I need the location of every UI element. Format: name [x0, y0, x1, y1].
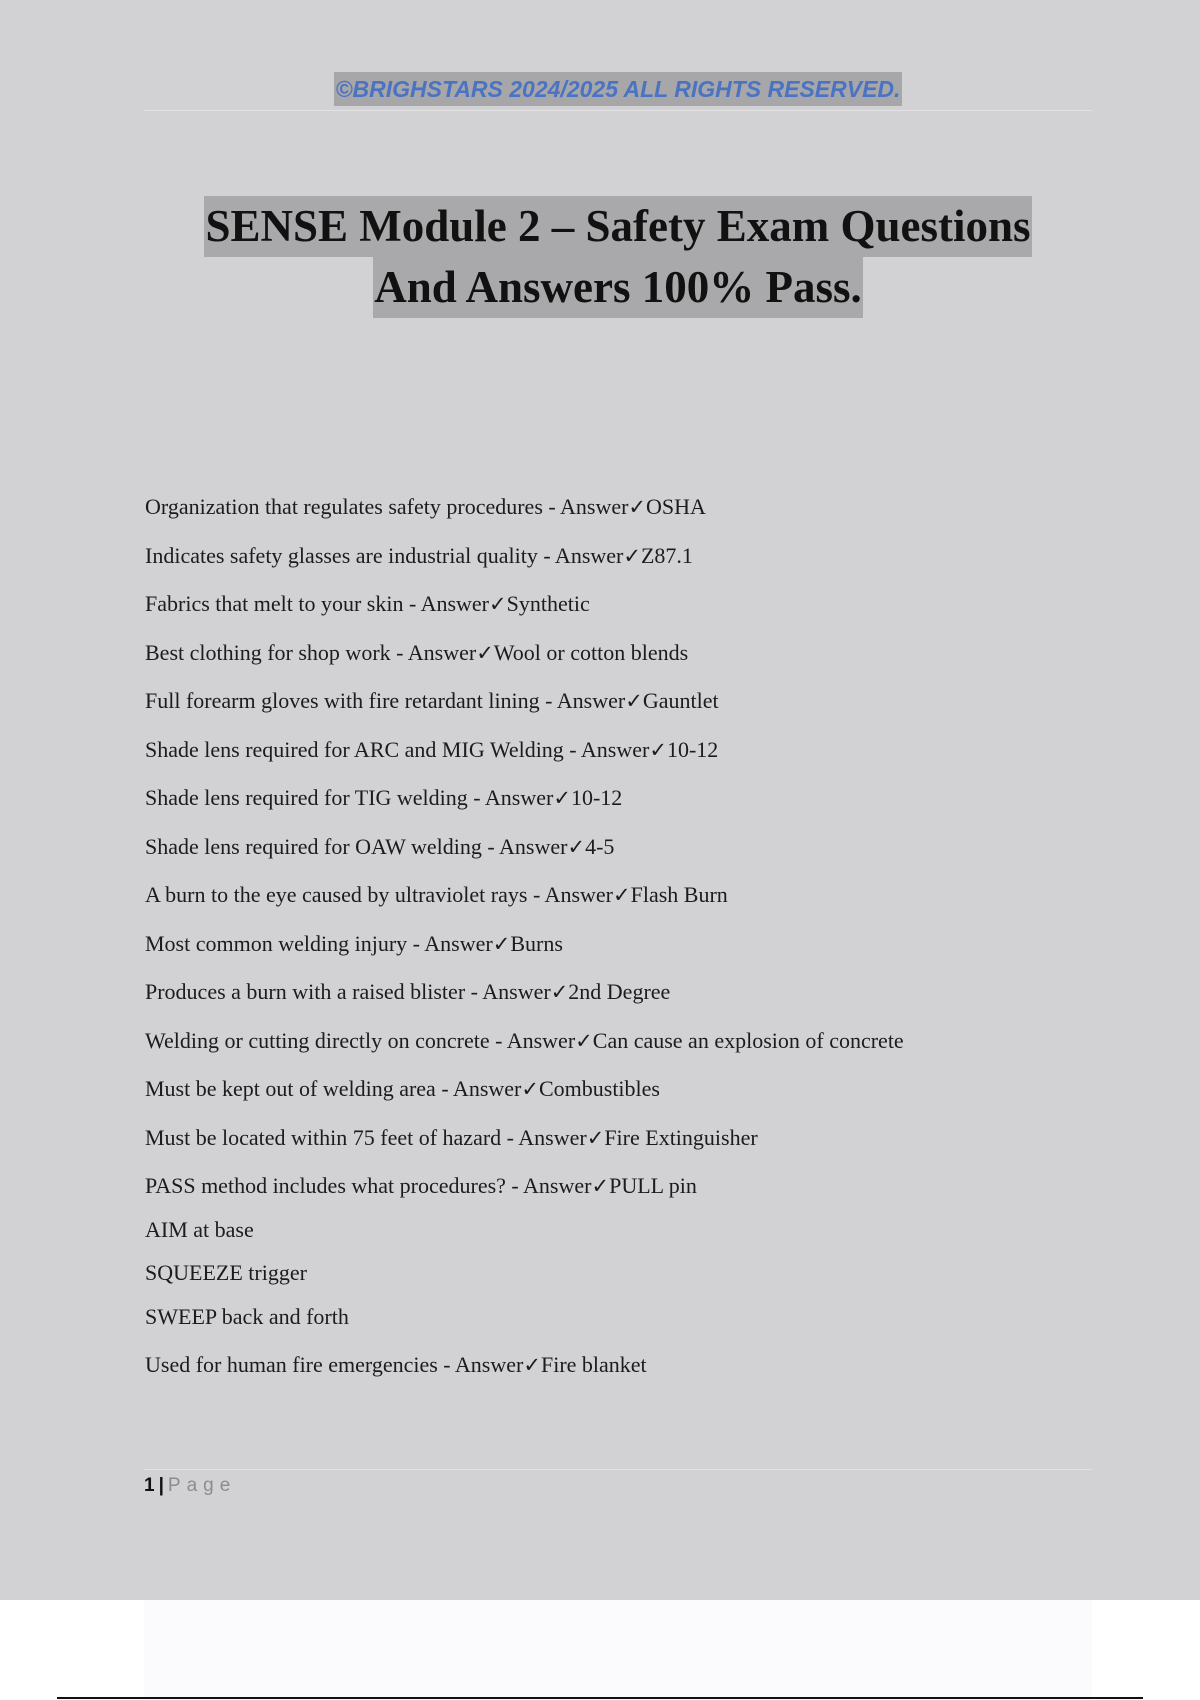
answer-text: Wool or cotton blends [493, 639, 689, 665]
check-icon: ✓ [623, 543, 641, 568]
check-icon: ✓ [567, 834, 586, 859]
pass-step: SWEEP back and forth [145, 1303, 349, 1329]
question-text: Full forearm gloves with fire retardant lining - Answer [145, 688, 626, 713]
qa-list [145, 490, 1145, 1397]
answer-text: Fire Extinguisher [604, 1124, 758, 1150]
bottom-divider [57, 1697, 1143, 1699]
question-text: Best clothing for shop work - Answer [145, 639, 477, 665]
answer-text: Gauntlet [642, 688, 719, 713]
answer-text: Can cause an explosion of concrete [592, 1027, 904, 1053]
check-icon: ✓ [523, 1353, 541, 1377]
question-text: Used for human fire emergencies - Answer [145, 1352, 524, 1377]
qa-item [145, 636, 1145, 685]
question-text: Shade lens required for OAW welding - Answer [145, 833, 568, 859]
check-icon: ✓ [625, 689, 643, 713]
page-header [144, 72, 1092, 111]
question-text: PASS method includes what procedures? - Answer [145, 1173, 592, 1198]
question-text: Shade lens required for ARC and MIG Welding - Answer [145, 736, 650, 762]
check-icon: ✓ [521, 1077, 539, 1101]
answer-text: Z87.1 [640, 542, 693, 568]
qa-item [145, 490, 1145, 539]
qa-item [145, 1121, 1145, 1170]
check-icon: ✓ [492, 931, 511, 956]
page-label: Page [167, 1475, 237, 1496]
check-icon: ✓ [550, 980, 569, 1004]
qa-item [145, 1348, 1145, 1397]
qa-item [145, 1169, 1145, 1213]
check-icon: ✓ [649, 737, 667, 762]
question-text: Shade lens required for TIG welding - Answer [145, 785, 554, 810]
page-footer [144, 1469, 1092, 1497]
answer-text: 4-5 [585, 833, 615, 859]
check-icon: ✓ [612, 883, 631, 907]
question-text: Welding or cutting directly on concrete - Answer [145, 1027, 576, 1053]
title-line-2: And Answers 100% Pass. [373, 257, 863, 318]
answer-text: Synthetic [506, 591, 590, 616]
answer-text: Burns [510, 930, 563, 956]
question-text: Organization that regulates safety procedures - Answer [145, 494, 629, 519]
question-text: Indicates safety glasses are industrial quality - Answer [145, 542, 624, 568]
pass-step: AIM at base [145, 1216, 254, 1242]
check-icon: ✓ [575, 1028, 593, 1053]
check-icon: ✓ [489, 592, 507, 616]
answer-text: Combustibles [538, 1076, 660, 1101]
qa-item [145, 1072, 1145, 1121]
answer-text: Fire blanket [540, 1352, 647, 1377]
qa-item [145, 684, 1145, 733]
answer-text: 10-12 [570, 785, 623, 810]
next-page-preview [144, 1600, 1092, 1700]
answer-text: Flash Burn [630, 882, 728, 907]
answer-text: 10-12 [666, 736, 719, 762]
qa-item [145, 830, 1145, 879]
pass-step: SQUEEZE trigger [145, 1260, 307, 1285]
check-icon: ✓ [591, 1174, 610, 1198]
answer-text: OSHA [646, 494, 706, 519]
question-text: A burn to the eye caused by ultraviolet rays - Answer [145, 882, 613, 907]
qa-item [145, 1024, 1145, 1073]
question-text: Must be kept out of welding area - Answer [145, 1076, 522, 1101]
question-text: Most common welding injury - Answer [145, 930, 493, 956]
check-icon: ✓ [586, 1125, 605, 1150]
question-text: Must be located within 75 feet of hazard - Answer [145, 1124, 587, 1150]
document-title [144, 196, 1092, 318]
question-text: Produces a burn with a raised blister - Answer [145, 979, 551, 1004]
qa-item [145, 927, 1145, 976]
qa-item [145, 781, 1145, 830]
check-icon: ✓ [476, 640, 494, 665]
qa-item [145, 975, 1145, 1024]
qa-item [145, 539, 1145, 588]
title-line-1: SENSE Module 2 – Safety Exam Questions [204, 196, 1031, 257]
question-text: Fabrics that melt to your skin - Answer [145, 591, 490, 616]
answer-text: PULL pin [609, 1173, 697, 1198]
qa-item [145, 733, 1145, 782]
check-icon: ✓ [553, 786, 571, 810]
qa-item [145, 878, 1145, 927]
answer-text: 2nd Degree [568, 979, 671, 1004]
check-icon: ✓ [628, 495, 647, 519]
page-number: 1 [144, 1475, 155, 1496]
qa-item [145, 587, 1145, 636]
page-separator: | [158, 1475, 164, 1496]
copyright-notice: ©BRIGHSTARS 2024/2025 ALL RIGHTS RESERVED. [334, 72, 903, 106]
